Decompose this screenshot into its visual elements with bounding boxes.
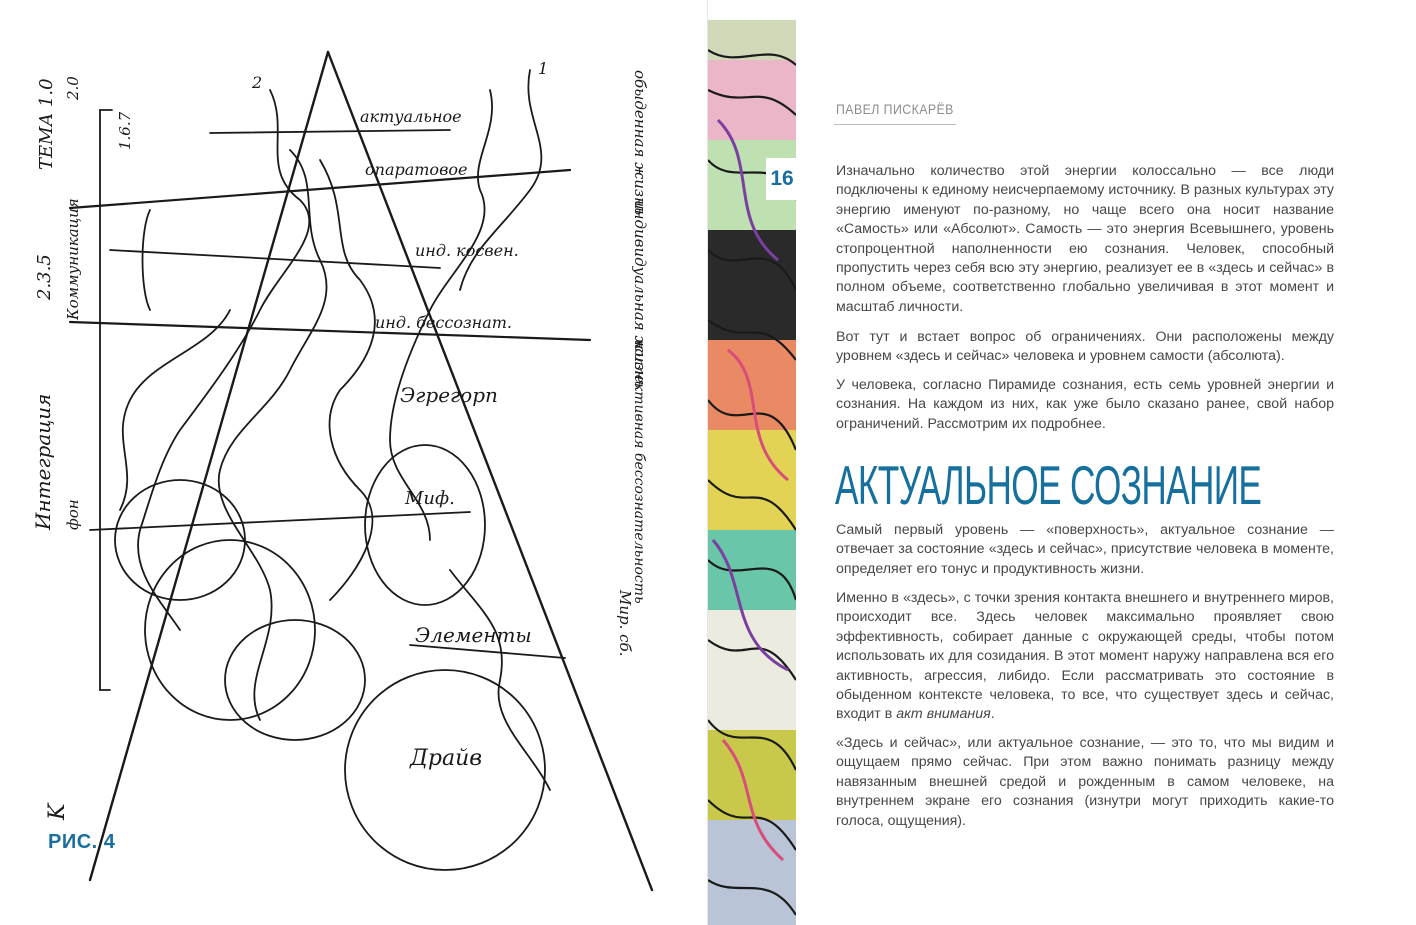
italic-term-suffix: . <box>990 706 995 723</box>
sketch-label-operativnoe: опаратовое <box>365 160 468 179</box>
flow-line-b <box>219 150 327 720</box>
pyramid-sketch-illustration <box>30 30 670 900</box>
italic-term: акт внимания <box>896 706 991 723</box>
decorative-art-strip <box>708 20 796 925</box>
sketch-label-level-5: Элементы <box>415 623 532 647</box>
sketch-label-level-2: инд. бессознат. <box>375 313 513 332</box>
level-line-1 <box>210 130 450 133</box>
sketch-right-vertical-4: Мир. сб. <box>616 590 634 657</box>
main-paragraph-3: «Здесь и сейчас», или актуальное сознание, — это то, что мы видим и ощущаем прямо сейчас. При этом важно понимать разницу между навязанным внешней средой и рожденным в самом человеке, на внутреннем экране его сознания (изнутри могут приходить какие-то голоса, ощущения). <box>836 735 1334 829</box>
circle-left-mid <box>145 540 315 720</box>
sketch-left-vertical-5: 2.0 <box>64 76 82 100</box>
author-underline <box>834 124 956 125</box>
sketch-left-vertical-4: ТЕМА 1.0 <box>36 78 57 170</box>
sketch-left-vertical-7: фон <box>64 499 82 530</box>
level-line-2 <box>70 170 570 208</box>
sketch-right-vertical-1: обыденная жизнь <box>631 70 649 216</box>
sketch-left-vertical-8: 1.6.7 <box>116 111 134 150</box>
main-paragraph-1: Самый первый уровень — «поверхность», актуальное сознание — отвечает за состояние «здесь и сейчас», присутствие человека в моменте, определяет его тонус и продуктивность жизни. <box>836 522 1334 577</box>
sketch-label-level-3: Эгрегорп <box>400 383 498 407</box>
sketch-label-aktualnoe: актуальное <box>360 107 462 126</box>
circle-right <box>365 445 485 605</box>
sketch-top-number: 2 <box>252 73 263 92</box>
figure-label: РИС. 4 <box>48 831 116 853</box>
sketch-right-vertical-3: коллективная бессознательность <box>631 340 647 604</box>
main-paragraph-2 <box>836 589 1334 725</box>
sketch-left-vertical-3: 2.3.5 <box>34 254 55 300</box>
sketch-top-right-number: 1 <box>538 59 549 78</box>
sketch-left-vertical-6: Коммуникация <box>64 198 82 320</box>
page-number: 16 <box>766 158 798 200</box>
sketch-left-vertical-2: Интеграция <box>31 393 55 530</box>
level-line-3 <box>110 250 440 268</box>
intro-paragraph-2: Вот тут и встает вопрос об ограничениях. Они расположены между уровнем «здесь и сейчас» человека и уровнем самости (абсолюта). <box>836 329 1334 365</box>
sketch-left-vertical-1: K <box>45 803 70 820</box>
left-small-bracket <box>143 210 151 310</box>
left-margin-bracket <box>100 110 112 690</box>
author-header: ПАВЕЛ ПИСКАРЁВ <box>836 101 954 117</box>
flow-line-a <box>138 90 309 630</box>
section-heading: АКТУАЛЬНОЕ СОЗНАНИЕ <box>835 454 1262 516</box>
sketch-label-level-6: Драйв <box>410 746 483 771</box>
level-line-5 <box>90 512 470 530</box>
sketch-label-level-4: Миф. <box>405 488 455 509</box>
flow-line-c <box>320 160 375 600</box>
circle-center <box>225 620 365 740</box>
sketch-label-level-1: инд. косвен. <box>415 241 519 260</box>
sketch-right-vertical-2: индивидуальная жизнь <box>631 200 649 389</box>
intro-paragraph-3: У человека, согласно Пирамиде сознания, есть семь уровней энергии и сознания. На каждом из них, как уже было сказано ранее, свой набор ограничений. Рассмотрим их подробнее. <box>836 377 1334 432</box>
intro-paragraph-1: Изначально количество этой энергии колоссально — все люди подключены к единому неисчерпаемому источнику. В разных культурах эту энергию именуют по-разному, но чаще всего она носит название «Самость» или «Абсолют». Самость — это энергия Всевышнего, уровень стопроцентной наполненности ею сознания. Человек, способный пропустить через себя всю эту энергию, реализует ее в «здесь и сейчас» в полном объеме, соответственно глобально увеличивая в этот момент и масштаб личности. <box>836 163 1334 315</box>
main-paragraph-2-text: Именно в «здесь», с точки зрения контакта внешнего и внутреннего миров, происходит все. Здесь человек максимально проявляет свою эффективность, собирает данные с окружающей среды, чтобы потом использовать их для созидания. В этот момент наружу направлена вся его активность, агрессия, либидо. Если рассматривать это состояние в обыденном контексте человека, то все, что существует здесь и сейчас, входит в <box>836 590 1334 723</box>
